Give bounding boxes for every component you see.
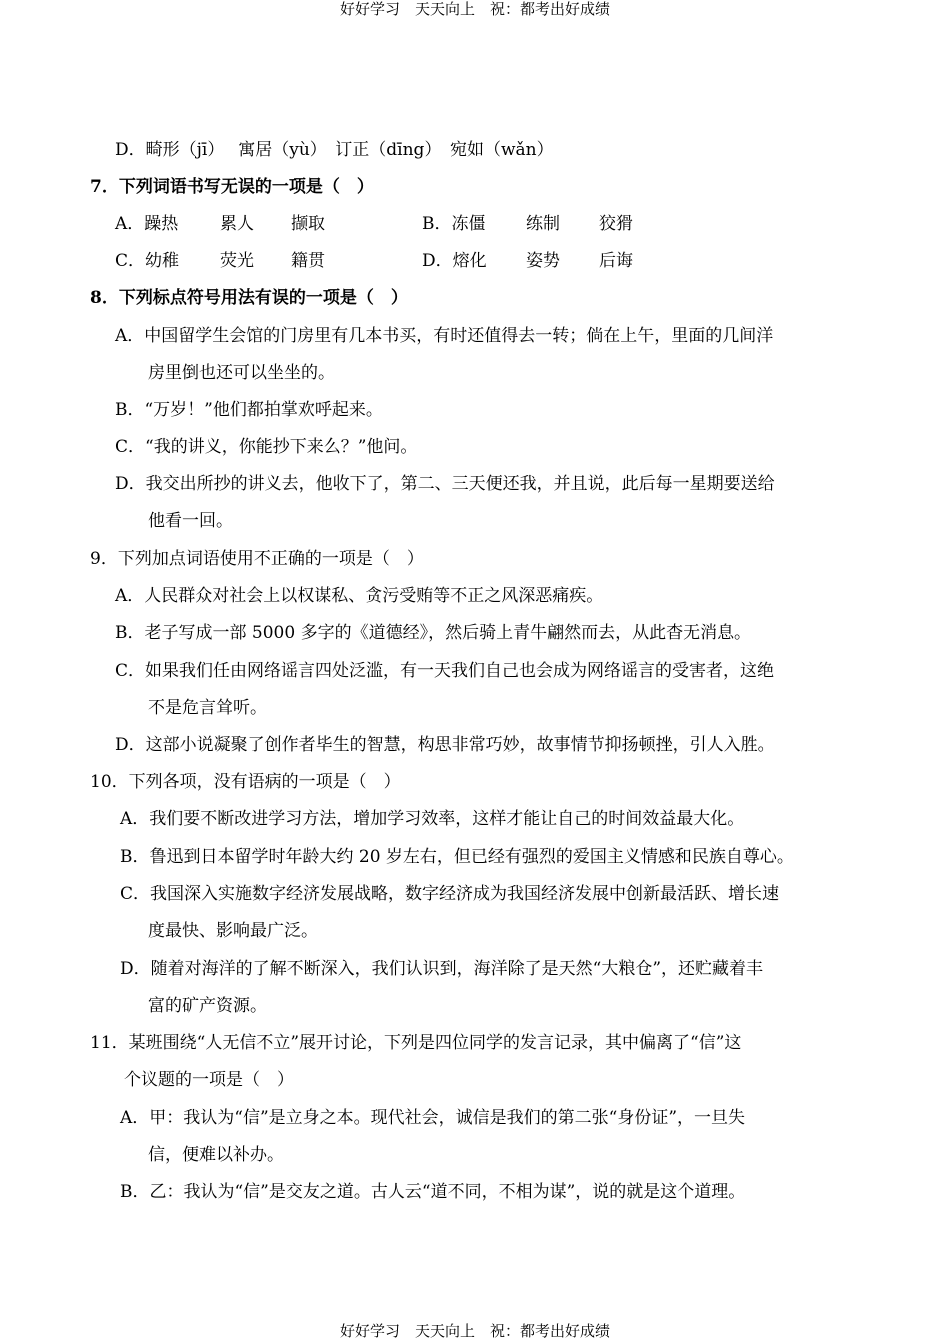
q11-option-a: A．甲：我认为“信”是立身之本。现代社会，诚信是我们的第二张“身份证”，一旦失	[120, 1108, 746, 1128]
q11-option-b: B．乙：我认为“信”是交友之道。古人云“道不同，不相为谋”，说的就是这个道理。	[120, 1182, 746, 1202]
q6-option-d: D．畸形（jī） 寓居（yù） 订正（dīng） 宛如（wǎn）	[115, 140, 554, 160]
q8-option-c: C．“我的讲义，你能抄下来么？”他问。	[115, 437, 418, 457]
q10-stem: 10．下列各项，没有语病的一项是（ ）	[90, 772, 401, 792]
q8-option-b: B．“万岁！”他们都拍掌欢呼起来。	[115, 400, 383, 420]
q7-a-word-3: 撷取	[291, 214, 325, 234]
page-header: 好好学习 天天向上 祝：都考出好成绩	[339, 0, 610, 18]
q10-option-d: D．随着对海洋的了解不断深入，我们认识到，海洋除了是天然“大粮仓”，还贮藏着丰	[120, 959, 764, 979]
q7-b-word-3: 狡猾	[599, 214, 633, 234]
q11-stem: 11．某班围绕“人无信不立”展开讨论，下列是四位同学的发言记录，其中偏离了“信”这	[90, 1033, 742, 1053]
q8-option-a-cont: 房里倒也还可以坐坐的。	[148, 363, 335, 383]
q9-option-d: D．这部小说凝聚了创作者毕生的智慧，构思非常巧妙，故事情节抑扬顿挫，引人入胜。	[115, 735, 775, 755]
q10-option-b: B．鲁迅到日本留学时年龄大约 20 岁左右，但已经有强烈的爱国主义情感和民族自尊心。	[120, 847, 794, 867]
q7-a-word-1: A．躁热	[115, 214, 179, 234]
q7-a-word-2: 累人	[220, 214, 254, 234]
q7-b-word-1: B．冻僵	[422, 214, 486, 234]
q10-option-a: A．我们要不断改进学习方法，增加学习效率，这样才能让自己的时间效益最大化。	[120, 809, 745, 829]
q10-option-d-cont: 富的矿产资源。	[148, 996, 267, 1016]
q11-stem-cont: 个议题的一项是（ ）	[124, 1070, 294, 1090]
q8-stem: 8．下列标点符号用法有误的一项是（ ）	[90, 288, 408, 308]
page-footer: 好好学习 天天向上 祝：都考出好成绩	[339, 1322, 610, 1340]
q9-option-c-cont: 不是危言耸听。	[148, 698, 267, 718]
q7-c-word-2: 荧光	[220, 251, 254, 271]
q7-d-word-2: 姿势	[526, 251, 560, 271]
q8-option-d-cont: 他看一回。	[148, 511, 233, 531]
q9-option-b: B．老子写成一部 5000 多字的《道德经》，然后骑上青牛翩然而去，从此杳无消息。	[115, 623, 752, 643]
q9-option-c: C．如果我们任由网络谣言四处泛滥，有一天我们自己也会成为网络谣言的受害者，这绝	[115, 661, 775, 681]
q8-option-d: D．我交出所抄的讲义去，他收下了，第二、三天便还我，并且说，此后每一星期要送给	[115, 474, 775, 494]
q7-d-word-1: D．熔化	[422, 251, 487, 271]
q9-option-a: A．人民群众对社会上以权谋私、贪污受贿等不正之风深恶痛疾。	[115, 586, 604, 606]
q7-c-word-3: 籍贯	[291, 251, 325, 271]
q10-option-c: C．我国深入实施数字经济发展战略，数字经济成为我国经济发展中创新最活跃、增长速	[120, 884, 780, 904]
q8-option-a: A．中国留学生会馆的门房里有几本书买，有时还值得去一转；倘在上午，里面的几间洋	[115, 326, 774, 346]
q7-c-word-1: C．幼稚	[115, 251, 180, 271]
q7-d-word-3: 后诲	[599, 251, 633, 271]
q11-option-a-cont: 信，便难以补办。	[148, 1145, 284, 1165]
q7-stem: 7．下列词语书写无误的一项是（ ）	[90, 177, 374, 197]
q10-option-c-cont: 度最快、影响最广泛。	[148, 921, 318, 941]
q7-b-word-2: 练制	[526, 214, 560, 234]
q9-stem: 9．下列加点词语使用不正确的一项是（ ）	[90, 549, 424, 569]
